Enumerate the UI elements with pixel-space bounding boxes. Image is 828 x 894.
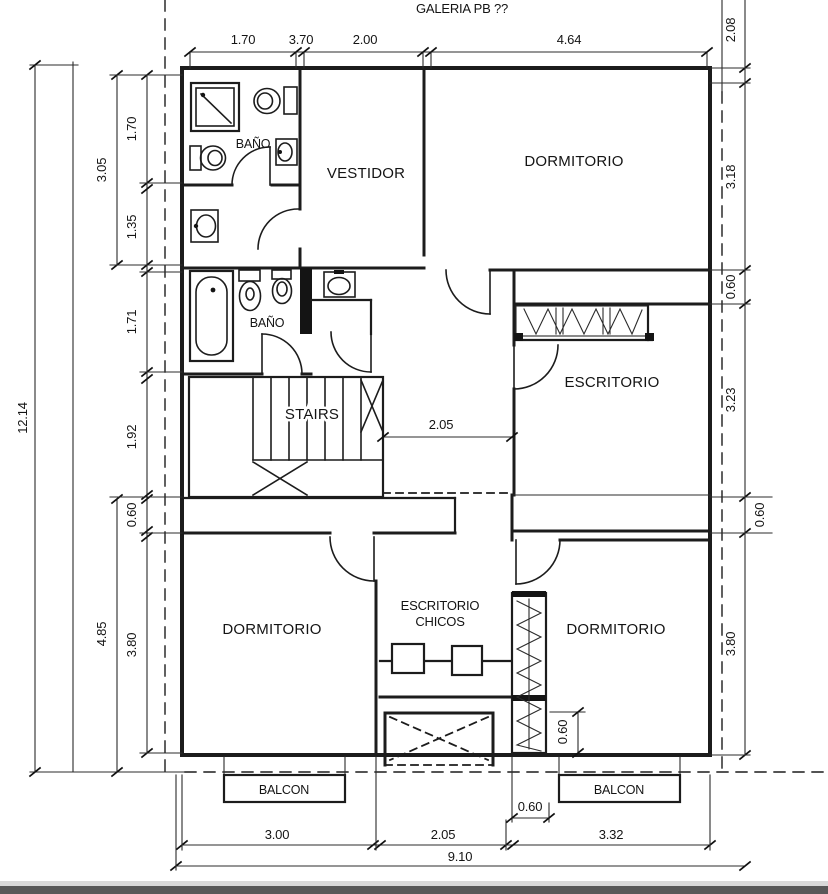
room-label-dorm3: DORMITORIO — [566, 621, 666, 638]
dim-label-left-bath1: 1.70 — [124, 116, 139, 142]
room-label-stairs: STAIRS — [284, 406, 340, 423]
door-arc-corridor — [331, 332, 371, 372]
dim-label-right-band2: 0.60 — [752, 502, 767, 528]
bidet-icon — [239, 270, 261, 311]
dim-label-top-2: 3.70 — [288, 32, 314, 47]
dim-label-left-group-top: 3.05 — [94, 157, 109, 183]
door-arc-dorm1 — [446, 270, 490, 314]
room-label-vestidor: VESTIDOR — [326, 165, 406, 182]
dim-label-bottom-total: 9.10 — [447, 849, 473, 864]
vanity-sink-icon — [191, 210, 218, 242]
shower-icon — [191, 83, 239, 131]
stairs-area — [189, 377, 383, 497]
door-arc-bath1 — [232, 147, 270, 185]
room-label-escritorio: ESCRITORIO — [564, 374, 660, 391]
dim-label-left-sink: 1.35 — [124, 214, 139, 240]
chair-icon — [392, 644, 424, 673]
dim-label-total-height: 12.14 — [15, 402, 30, 434]
dim-label-right-dorm3: 3.80 — [723, 631, 738, 657]
sink-icon-2 — [324, 270, 355, 297]
room-label-dorm1: DORMITORIO — [524, 153, 624, 170]
dim-label-right-top: 2.08 — [723, 17, 738, 43]
dim-hall — [378, 433, 517, 441]
dim-label-right-escritorio: 3.23 — [723, 387, 738, 413]
dim-label-top-1: 1.70 — [230, 32, 256, 47]
room-label-bano1: BAÑO — [235, 137, 271, 151]
reference-lines — [30, 0, 826, 772]
interior-walls — [182, 68, 710, 755]
closet-escritorio — [514, 304, 654, 341]
dim-label-left-dorm: 3.80 — [124, 632, 139, 658]
dim-right — [710, 0, 772, 759]
dim-label-left-group-bottom: 4.85 — [94, 621, 109, 647]
door-arc-dorm2 — [330, 537, 374, 581]
door-arc-sink-room — [258, 209, 298, 249]
door-arc-dorm3 — [516, 540, 560, 584]
dim-top — [185, 48, 712, 68]
closet-hatch — [524, 309, 642, 334]
dim-label-left-closet: 0.60 — [124, 502, 139, 528]
room-label-bano2: BAÑO — [249, 316, 285, 330]
room-label-chicos-1: ESCRITORIO — [400, 598, 480, 613]
dim-label-left-bath2: 1.71 — [124, 309, 139, 335]
room-label-chicos-2: CHICOS — [415, 614, 465, 629]
room-label-dorm2: DORMITORIO — [222, 621, 322, 638]
door-arc-escritorio — [514, 345, 558, 389]
dim-label-bottom-center: 2.05 — [430, 827, 456, 842]
stairs-treads — [253, 377, 383, 495]
toilet-icon-2 — [190, 146, 226, 170]
toilet-icon-3 — [272, 270, 292, 304]
kids-desk-area — [380, 644, 510, 697]
bathtub-icon — [190, 271, 233, 361]
dim-label-bottom-left: 3.00 — [264, 827, 290, 842]
dim-label-bottom-right: 3.32 — [598, 827, 624, 842]
hand-sink-icon — [276, 139, 297, 165]
dim-label-left-stairs: 1.92 — [124, 424, 139, 450]
closet-dorm3 — [512, 591, 546, 753]
outer-walls — [182, 68, 710, 755]
void-x-box — [385, 713, 493, 765]
dim-label-hall: 2.05 — [428, 417, 454, 432]
dim-label-top-3: 2.00 — [352, 32, 378, 47]
galeria-title: GALERIA PB ?? — [415, 1, 509, 16]
dim-label-top-4: 4.64 — [556, 32, 582, 47]
dim-label-dorm3-closet: 0.60 — [555, 719, 570, 745]
room-label-balcon-right: BALCON — [593, 783, 645, 797]
room-label-balcon-left: BALCON — [258, 783, 310, 797]
chair-icon-2 — [452, 646, 482, 675]
toilet-icon — [254, 87, 297, 114]
door-arc-bath2 — [262, 334, 302, 374]
bathroom-top-fixtures — [190, 83, 297, 242]
dim-label-balcon-gap: 0.60 — [517, 799, 543, 814]
dim-label-right-dorm1: 3.18 — [723, 164, 738, 190]
footer-bar — [0, 886, 828, 894]
dim-label-right-band1: 0.60 — [723, 274, 738, 300]
